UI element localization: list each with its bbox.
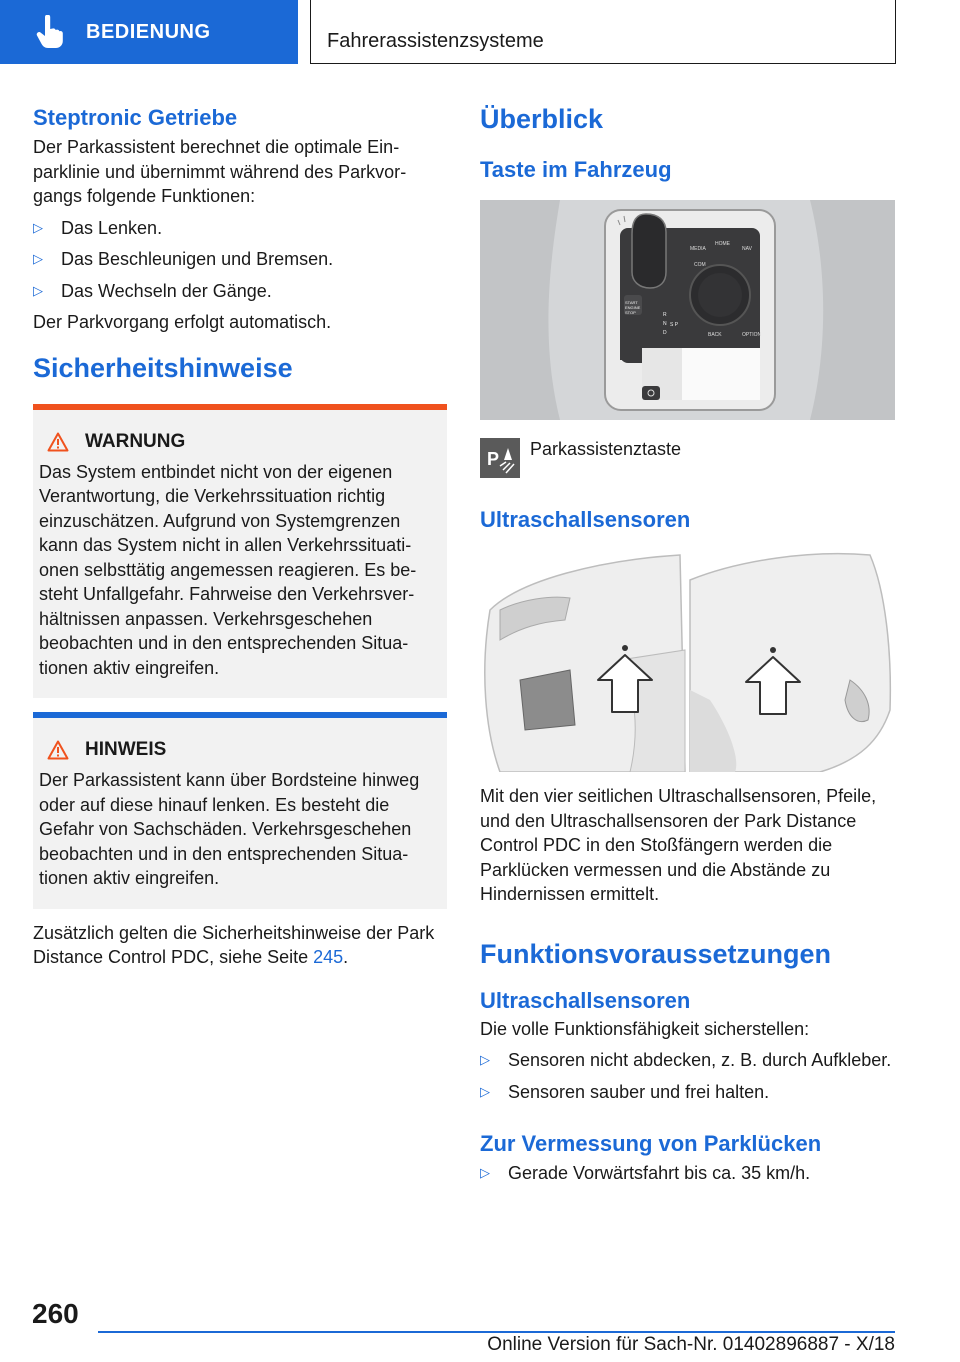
measure-heading: Zur Vermessung von Parklücken: [480, 1131, 822, 1156]
list-item: ▷ Sensoren sauber und frei halten.: [480, 1080, 896, 1105]
warning-triangle-icon: [47, 740, 69, 760]
list-item: ▷ Das Wechseln der Gänge.: [33, 279, 447, 304]
svg-text:MEDIA: MEDIA: [690, 246, 706, 252]
svg-text:COM: COM: [694, 262, 706, 268]
right-column: [480, 100, 896, 1186]
svg-text:OPTION: OPTION: [742, 332, 762, 338]
svg-text:ENGINE: ENGINE: [625, 305, 641, 310]
list-item: ▷ Das Lenken.: [33, 216, 447, 241]
safety-heading: Sicherheitshinweise: [33, 352, 293, 383]
ultrasonic-heading: Ultraschallsensoren: [480, 507, 691, 532]
button-caption: Parkassistenztaste: [530, 439, 682, 459]
warning-text: Das System entbindet nicht von der eigenen Verantwortung, die Verkehrssituation richtig einzuschätzen. Aufgrund von Systemgrenzen kann das System nicht in allen Verkehrssituationen selbsttätig angemessen reagieren. Es besteht Unfallgefahr. Fahrweise den Verkehrsverhältnissen anpassen. Verkehrsgeschehen beobachten und in den entsprechenden Situationen aktiv eingreifen.: [39, 461, 417, 678]
ultrasonic-paragraph: Mit den vier seitlichen Ultraschallsensoren, Pfeile, und den Ultraschallsensoren der Park Distance Control PDC in den Stoßfängern werden die Parklücken vermessen und die Abstände zu Hindernissen ermittelt.: [480, 786, 877, 904]
button-caption-row: [480, 438, 896, 478]
svg-text:D: D: [663, 330, 667, 336]
footer-online-version: Online Version für Sach-Nr. 01402896887 - X/18: [487, 1334, 895, 1355]
triangle-bullet-icon: ▷: [480, 1165, 490, 1180]
requirements-heading: Funktionsvoraussetzungen: [480, 938, 832, 969]
steptronic-heading: Steptronic Getriebe: [33, 105, 238, 130]
button-heading: Taste im Fahrzeug: [480, 157, 672, 182]
svg-text:BACK: BACK: [708, 332, 722, 338]
triangle-bullet-icon: ▷: [480, 1052, 490, 1067]
svg-text:N: N: [663, 321, 667, 327]
svg-text:R: R: [663, 312, 667, 318]
page-link[interactable]: 245: [313, 947, 344, 967]
list-item: ▷ Gerade Vorwärtsfahrt bis ca. 35 km/h.: [480, 1161, 896, 1186]
warning-box: [33, 404, 447, 699]
notice-box: [33, 712, 447, 909]
notice-title: HINWEIS: [47, 738, 441, 762]
svg-text:START: START: [625, 300, 638, 305]
parking-assistant-icon: [480, 438, 520, 478]
page-number: 260: [32, 1298, 79, 1329]
chapter-tab[interactable]: [0, 0, 298, 64]
warning-title: WARNUNG: [47, 430, 441, 454]
triangle-bullet-icon: ▷: [33, 282, 43, 298]
svg-text:NAV: NAV: [742, 246, 752, 252]
triangle-bullet-icon: ▷: [33, 219, 43, 235]
section-title: Fahrerassistenzsysteme: [327, 30, 544, 52]
req-ultrasonic-paragraph: Die volle Funktionsfähigkeit sicherstellen:: [480, 1018, 810, 1039]
warning-triangle-icon: [47, 432, 69, 452]
auto-paragraph: Der Parkvorgang erfolgt automatisch.: [33, 312, 332, 332]
notice-text: Der Parkassistent kann über Bordsteine hinweg oder auf diese hinauf lenken. Es besteht die Gefahr von Sachschäden. Verkehrsgeschehen beobachten und in den entsprechenden Situationen aktiv eingreifen.: [39, 770, 420, 888]
overview-heading: Überblick: [480, 104, 604, 134]
section-header: [310, 0, 896, 64]
triangle-bullet-icon: ▷: [33, 251, 43, 266]
svg-text:S P: S P: [670, 322, 679, 328]
svg-text:STOP: STOP: [625, 310, 636, 315]
footer-divider: [98, 1331, 895, 1333]
req-ultrasonic-heading: Ultraschallsensoren: [480, 987, 691, 1013]
svg-text:P: P: [487, 449, 500, 469]
additional-paragraph: Zusätzlich gelten die Sicherheitshinweise der Park Distance Control PDC, siehe Seite 245.: [33, 922, 435, 967]
chapter-label: BEDIENUNG: [86, 20, 211, 43]
svg-text:HOME: HOME: [715, 241, 730, 247]
center-console-image: [480, 200, 895, 420]
triangle-bullet-icon: ▷: [480, 1083, 490, 1099]
list-item: ▷ Das Beschleunigen und Bremsen.: [33, 247, 447, 272]
hand-pointer-icon: [28, 10, 72, 54]
intro-paragraph: Der Parkassistent berechnet die optimale Einparklinie und übernimmt während des Parkvorgangs folgende Funktionen:: [33, 137, 407, 206]
ultrasonic-sensor-image: [480, 550, 895, 772]
list-item: ▷ Sensoren nicht abdecken, z. B. durch Aufkleber.: [480, 1048, 896, 1073]
left-column: [33, 100, 447, 970]
